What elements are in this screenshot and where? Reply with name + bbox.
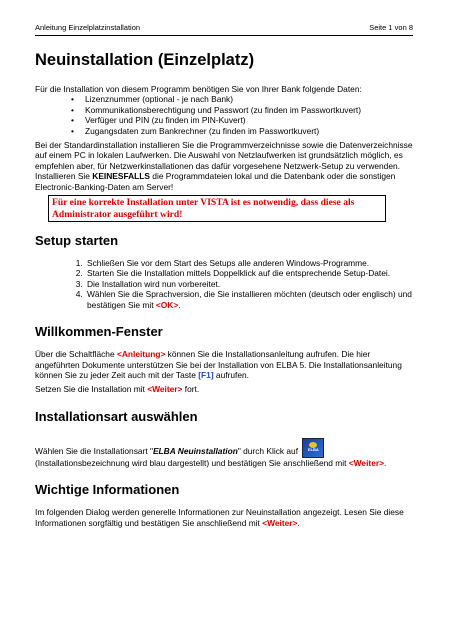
- step4-text: Wählen Sie die Sprachversion, die Sie installieren möchten (deutsch oder englisch) und bestätigen Sie mit: [87, 289, 412, 310]
- f1-key: [F1]: [198, 369, 214, 380]
- section-heading-setup: Setup starten: [35, 233, 119, 249]
- warning-wrapper: [35, 195, 413, 222]
- section-heading-info: Wichtige Informationen: [35, 482, 180, 498]
- list-item: • Verfüger und PIN (zu finden im PIN-Kuvert): [85, 115, 413, 125]
- weiter-key: <Weiter>: [348, 457, 385, 468]
- std-text-1: Bei der Standardinstallation installieren Sie die Programmverzeichnisse sowie die Datenverzeichnisse auf einem PC in lokalen Laufwerken. Die Auswahl von Netzlaufwerken ist grundsätzlich möglich, es empfehlen aber, für Netzwerkinstallationen das dafür vorgesehene Netzwerk-Setup zu verwenden. Installieren Sie: [35, 140, 413, 182]
- elba-logo-icon: [302, 438, 324, 458]
- list-item: • Kommunikationsberechtigung und Passwort (zu finden im Passwortkuvert): [85, 105, 413, 115]
- std-text-2: die Programmdateien lokal und die Datenbank oder die sonstigen Electronic-Banking-Daten am Server!: [35, 171, 396, 192]
- header-rule: [35, 35, 413, 36]
- weiter-key: <Weiter>: [262, 517, 298, 528]
- list-item: 2. Starten Sie die Installation mittels Doppelklick auf die entsprechende Setup-Datei.: [85, 268, 413, 278]
- required-data-list: [35, 94, 413, 136]
- header-page-number: Seite 1 von 8: [369, 23, 413, 32]
- logo-text: ELBA: [307, 447, 319, 453]
- art-text-4: .: [384, 457, 387, 468]
- art-text-2: " durch Klick auf: [237, 445, 301, 456]
- welcome-paragraph: [35, 349, 413, 380]
- welcome-text-1: Über die Schaltfläche: [35, 349, 117, 360]
- list-item: • Lizenznummer (optional - je nach Bank): [85, 94, 413, 104]
- list-item: [85, 289, 413, 310]
- info-paragraph: [35, 507, 413, 528]
- anleitung-button-ref: <Anleitung>: [116, 349, 166, 360]
- document-title: Neuinstallation (Einzelplatz): [35, 51, 255, 69]
- ok-key: <OK>: [155, 299, 179, 310]
- intro-paragraph: Für die Installation von diesem Programm benötigen Sie von Ihrer Bank folgende Daten:: [35, 84, 362, 94]
- continue-text-1: Setzen Sie die Installation mit: [35, 384, 148, 395]
- step4-end: .: [178, 299, 181, 310]
- elba-neuinstallation-label: ELBA Neuinstallation: [152, 445, 238, 456]
- header-title: Anleitung Einzelplatzinstallation: [35, 23, 141, 32]
- section-heading-welcome: Willkommen-Fenster: [35, 324, 163, 340]
- document-body: [35, 50, 413, 528]
- art-text-1: Wählen Sie die Installationsart ": [35, 445, 153, 456]
- info-text-2: .: [297, 517, 300, 528]
- continue-paragraph: [35, 384, 413, 394]
- std-bold: KEINESFALLS: [92, 171, 150, 182]
- section-heading-install-type: Installationsart auswählen: [35, 408, 198, 424]
- continue-text-2: fort.: [182, 384, 200, 395]
- install-type-paragraph: [35, 438, 413, 468]
- welcome-text-3: aufrufen.: [213, 369, 249, 380]
- vista-warning-box: Für eine korrekte Installation unter VISTA ist es notwendig, dass diese als Administrator ausgeführt wird!: [48, 195, 386, 222]
- info-text-1: Im folgenden Dialog werden generelle Informationen zur Neuinstallation angezeigt. Lesen Sie diese Informationen sorgfältig und bestätigen Sie anschließend mit: [35, 507, 404, 528]
- art-text-3: (Installationsbezeichnung wird blau dargestellt) und bestätigen Sie anschließend mit: [35, 457, 349, 468]
- list-item: • Zugangsdaten zum Bankrechner (zu finden im Passwortkuvert): [85, 126, 413, 136]
- setup-steps-list: [35, 258, 413, 310]
- welcome-text-2: können Sie die Installationsanleitung aufrufen. Die hier angeführten Dokumente unterstützen Sie bei der Installation von ELBA 5. Die Installationsanleitung können Sie zu jeder Zeit auch mit der Taste: [35, 349, 402, 380]
- standard-install-paragraph: [35, 140, 413, 192]
- list-item: 1. Schließen Sie vor dem Start des Setups alle anderen Windows-Programme.: [85, 258, 413, 268]
- weiter-key: <Weiter>: [147, 384, 183, 395]
- page-header: [35, 23, 413, 32]
- list-item: 3. Die Installation wird nun vorbereitet.: [85, 279, 413, 289]
